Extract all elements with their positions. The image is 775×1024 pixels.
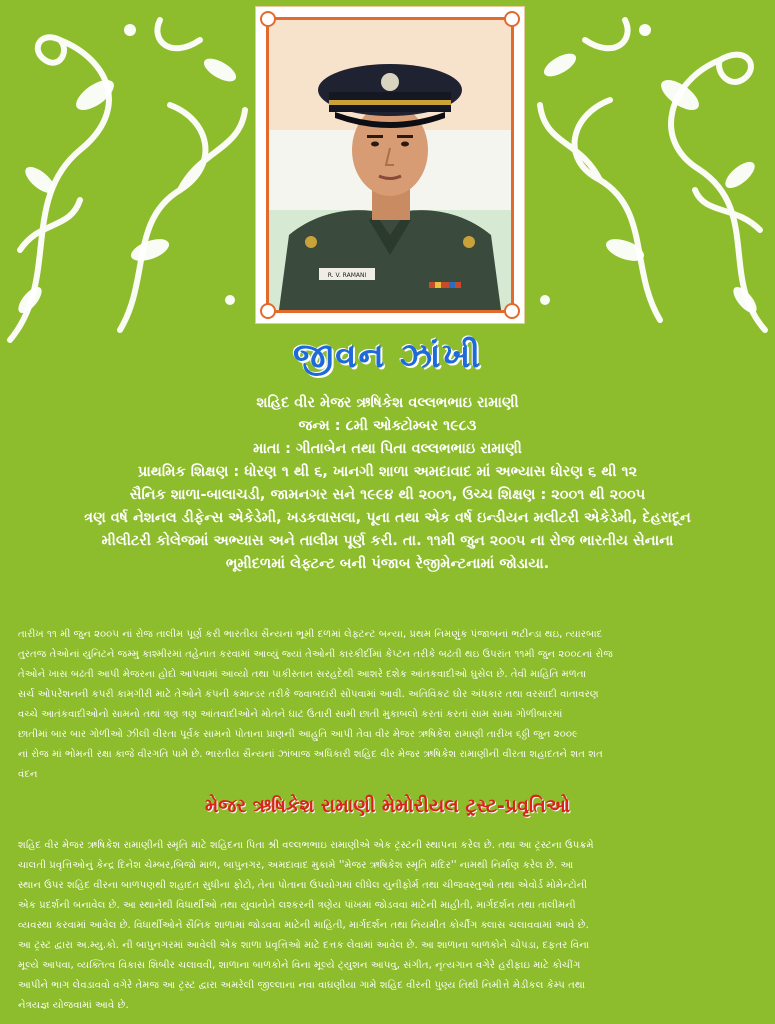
bio-line: પ્રાથમિક શિક્ષણ : ધોરણ ૧ થી ૬, ખાનગી શાળા અમદાવાદ માં અભ્યાસ ધોરણ ૬ થી ૧૨ — [137, 464, 638, 480]
paragraph-line: ચાલતી પ્રવૃત્તિઓનું કેન્દ્ર દિનેશ ચેમ્બર,બિજો માળ, બાપુનગર, અમદાવાદ મુકામે ''મેજર ઋષિકેશ સ્મૃતિ મંદિર'' નામથી નિર્માણ કરેલ છે. આ — [18, 860, 574, 871]
frame-corner-ornament — [504, 303, 520, 319]
bio-line: ભૂમીદળમાં લેફ્ટન્ટ બની પંજાબ રેજીમેન્ટનામાં જોડાયા. — [225, 556, 550, 572]
bio-line: ત્રણ વર્ષ નેશનલ ડીફેન્સ એકેડેમી, ખડકવાસલા, પૂના તથા એક વર્ષ ઇન્ડીયન મલીટરી એકેડેમી, દેહરાદૂન — [84, 510, 691, 526]
paragraph-line: મૂલ્યે આપવા, વ્યક્તિત્વ વિકાસ શિબીર ચલાવવી, શાળાના બાળકોને વિના મૂલ્યે ટ્યુશન આપવુ, સંગીત, નૃત્યગાન વગેરે હરીફાઇ માટે કોચીંગ — [18, 960, 581, 971]
paragraph-line: તેઓને ખાસ બઢતી આપી મેજરના હોદો આપવામાં આવ્યો તથા પાકીસ્તાન સરહદેથી આશરે દશેક આંતકવાદીઓ ઘુસેલ છે. તેવી માહિતિ મળતા — [18, 669, 587, 680]
bio-line: જન્મ : ૮મી ઓક્ટોમ્બર ૧૯૮૩ — [298, 418, 477, 434]
paragraph-line: નાં રોજ માં ભોમની રક્ષા કાજે વીરગતિ પામે છે. ભારતીય સૈન્યનાં ઝાંબાજ અધિકારી શહિદ વીર મેજર ઋષિકેશ રામાણીની વીરતા શહાદતને શત શત — [18, 749, 603, 760]
paragraph-line: સર્ચ ઓપરેશનની કપરી કામગીરી માટે તેઓને કંપની કમાન્ડર તરીકે જવાબદારી સોંપવામાં આવી. અતિવિકટ ઘોર અંધકાર તથા વરસાદી વાતાવરણ — [18, 689, 599, 700]
uniform-name-tag: R. V. RAMANI — [327, 272, 367, 279]
bio-line: મીલીટરી કોલેજમાં અભ્યાસ અને તાલીમ પૂર્ણ કરી. તા. ૧૧મી જુન ૨૦૦૫ ના રોજ ભારતીય સેનાના — [101, 533, 674, 549]
paragraph-line: છાતીમાં બાર બાર ગોળીઓ ઝીલી વીરતા પૂર્વક સામનો પોતાના પ્રાણની આહુતિ આપી તેવા વીર મેજર ઋષિકેશ રામાણી તારીખ ૬ઠ્ઠી જુન ૨૦૦૯ — [18, 729, 579, 740]
paragraph-line: સ્થાન ઉપર શહિદ વીરના બાળપણથી શહાદત સુધીના ફોટો, તેના પોતાના ઉપયોગમાં લીધેલ યુનીફોર્મ તથા ચીજવસ્તુઓ તથા એવોર્ડ મોમેન્ટોની — [18, 880, 588, 891]
biography-summary — [20, 392, 755, 576]
officer-portrait-illustration — [269, 20, 511, 310]
paragraph-line: વંદન — [18, 769, 38, 780]
trust-activities-heading: મેજર ઋષિકેશ રામાણી મેમોરીયલ ટ્રસ્ટ-પ્રવૃતિઓ — [204, 795, 571, 817]
trust-activities-paragraph — [18, 836, 760, 1016]
paragraph-line: આપીને ભાગ લેવડાવવો વગેરે તેમજ આ ટ્રસ્ટ દ્વારા અમરેલી જીલ્લાના નવા વાઘણીયા ગામે શહિદ વીરની પુણ્ય તિથી નિમીત્તે મેડીકલ કેમ્પ તથા — [18, 980, 586, 991]
paragraph-line: તારીખ ૧૧ મી જુન ૨૦૦૫ નાં રોજ તાલીમ પૂર્ણ કરી ભારતીય સૈન્યનાં ભૂમી દળમાં લેફ્ટન્ટ બન્યા, પ્રથમ નિમણુંક પંજાબનાં ભટીન્ડા થઇ, ત્યારબાદ — [18, 629, 603, 640]
paragraph-line: આ ટ્રસ્ટ દ્વારા અ.મ્યુ.કો. ની બાપુનગરમાં આવેલી એક શાળા પ્રવૃત્તિઓ માટે દત્તક લેવામાં આવેલ છે. આ શાળાના બાળકોને ચોપડા, દફતર વિના — [18, 940, 590, 951]
paragraph-line: એક પ્રદર્શની બનાવેલ છે. આ સ્થાનેથી વિધાર્થીઓ તથા યુવાનોને લશ્કરની ત્રણેય પાંખમાં જોડવવા માટેની માહીતી, માર્ગદર્શન તથા તાલીમની — [18, 900, 576, 911]
paragraph-line: વ્યવસ્થા કરવામાં આવેલ છે. વિધાર્થીઓને સૈનિક શાળામાં જોડવવા માટેની માહિતી, માર્ગદર્શન તથા નિયમીત કોર્ચીંગ ક્લાસ ચલાવવામાં આવે છે. — [18, 920, 589, 931]
paragraph-line: નેત્રયજ્ઞ યોજવામાં આવે છે. — [18, 1000, 129, 1011]
frame-corner-ornament — [260, 11, 276, 27]
paragraph-line: તુરતજ તેઓનાં યુનિટને જમ્મુ કાશ્મીરમાં તહેનાત કરવામાં આવ્યું જ્યાં તેઓની કારકીર્દીમાં કેપ્ટન તરીકે બઢતી થઇ ઉપરાંત ૧૧મી જુન ૨૦૦૮નાં રોજ — [18, 649, 613, 660]
bio-line: શહિદ વીર મેજર ઋષિકેશ વલ્લભભાઇ રામાણી — [256, 395, 519, 411]
bio-line: સૈનિક શાળા-બાલાચડી, જામનગર સને ૧૯૯૪ થી ૨૦૦૧, ઉચ્ચ શિક્ષણ : ૨૦૦૧ થી ૨૦૦૫ — [129, 487, 646, 503]
portrait-frame — [255, 6, 525, 324]
paragraph-line: શહિદ વીર મેજર ઋષિકેશ રામાણીની સ્મૃતિ માટે શહિદના પિતા શ્રી વલ્લભભાઇ રામાણીએ એક ટ્રસ્ટની સ્થાપના કરેલ છે. તથા આ ટ્રસ્ટના ઉપક્રમે — [18, 840, 594, 851]
paragraph-line: વચ્ચે આતંકવાદીઓનો સામનો તથાં ત્રણ ત્રણ આંતવાદીઓને મોતને ઘાટ ઉતારી સામી છાતી મુકાબલો કરતાં કરતાં સામ સામા ગોળીબારમાં — [18, 709, 563, 720]
frame-corner-ornament — [260, 303, 276, 319]
bio-line: માતા : ગીતાબેન તથા પિતા વલ્લભભાઇ રામાણી — [253, 441, 522, 457]
page-title: જીવન ઝાંખી — [292, 336, 483, 376]
officer-portrait — [266, 17, 514, 313]
service-history-paragraph — [18, 625, 760, 785]
frame-corner-ornament — [504, 11, 520, 27]
